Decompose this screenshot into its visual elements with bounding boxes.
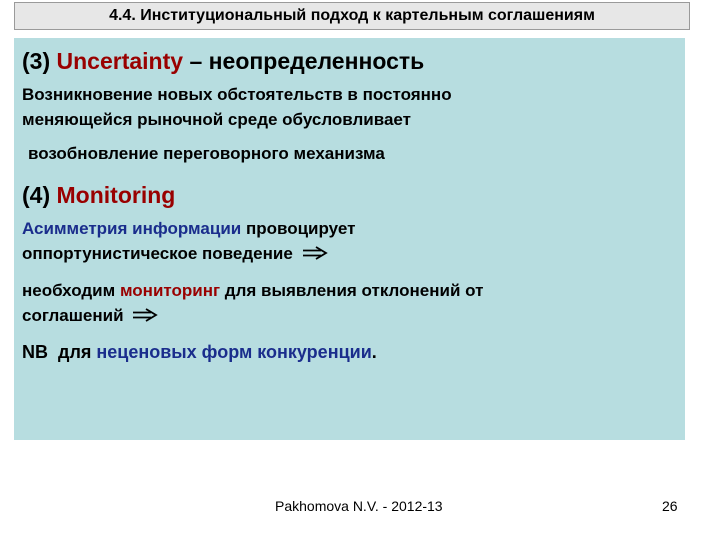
monitoring-highlight: мониторинг [119,281,221,300]
nb-highlight: неценовых форм конкуренции [96,342,372,362]
footer-author: Pakhomova N.V. - 2012-13 [275,498,443,514]
uncertainty-term-en: Uncertainty [56,48,184,74]
asymmetry-line-1: Асимметрия информации провоцирует [22,219,356,238]
content-box [14,38,685,440]
slide-title [14,2,690,30]
uncertainty-line-2: меняющейся рыночной среде обусловливает [22,110,411,129]
asymmetry-highlight: Асимметрия информации [22,219,242,238]
slide-title-text: 4.4. Институциональный подход к картельным соглашениям [109,7,595,24]
uncertainty-term-ru: неопределенность [208,48,425,74]
uncertainty-heading: (3) Uncertainty – неопределенность [22,48,425,74]
page-number: 26 [662,498,678,514]
monitoring-need-line-2: соглашений [22,303,673,328]
nb-label: NB [22,342,48,362]
monitoring-term-en: Monitoring [56,182,176,208]
monitoring-need-line-1: необходим мониторинг для выявления отклонений от [22,281,484,300]
monitoring-heading: (4) Monitoring [22,182,176,208]
nb-line: NB для неценовых форм конкуренции. [22,342,377,362]
uncertainty-line-3: возобновление переговорного механизма [28,144,385,163]
double-arrow-right-icon [132,308,158,322]
asymmetry-line-2: оппортунистическое поведение [22,241,673,266]
double-arrow-right-icon [302,246,328,260]
uncertainty-line-1: Возникновение новых обстоятельств в постоянно [22,85,452,104]
